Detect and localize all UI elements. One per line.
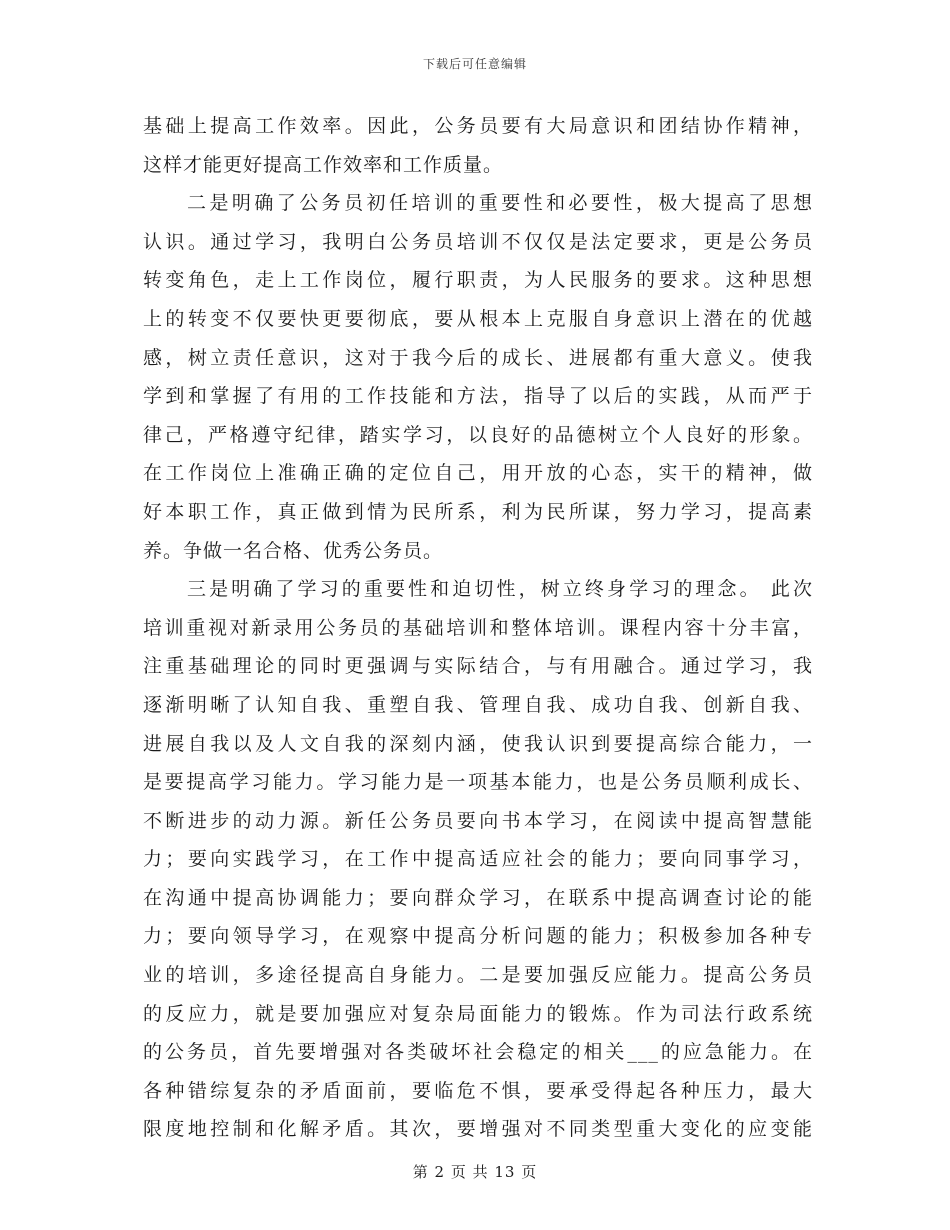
- text-line: 是要提高学习能力。学习能力是一项基本能力，也是公务员顺利成长、: [143, 771, 813, 794]
- text-line: 二是明确了公务员初任培训的重要性和必要性，极大提高了思想: [187, 192, 813, 215]
- text-line: 力；要向实践学习，在工作中提高适应社会的能力；要向同事学习，: [143, 848, 813, 871]
- text-line: 学到和掌握了有用的工作技能和方法，指导了以后的实践，从而严于: [143, 385, 813, 408]
- text-line: 不断进步的动力源。新任公务员要向书本学习，在阅读中提高智慧能: [143, 809, 813, 832]
- text-line: 力；要向领导学习，在观察中提高分析问题的能力；积极参加各种专: [143, 925, 813, 948]
- page-header: 下载后可任意编辑: [422, 57, 527, 71]
- text-line: 律己，严格遵守纪律，踏实学习，以良好的品德树立个人良好的形象。: [143, 423, 813, 446]
- text-line: 逐渐明晰了认知自我、重塑自我、管理自我、成功自我、创新自我、: [143, 693, 813, 716]
- text-line: 进展自我以及人文自我的深刻内涵，使我认识到要提高综合能力，一: [143, 732, 813, 755]
- text-line: 限度地控制和化解矛盾。其次，要增强对不同类型重大变化的应变能: [143, 1118, 813, 1141]
- text-line: 各种错综复杂的矛盾面前，要临危不惧，要承受得起各种压力，最大: [143, 1079, 813, 1102]
- text-line: 业的培训，多途径提高自身能力。二是要加强反应能力。提高公务员: [143, 964, 813, 987]
- text-line: 的公务员，首先要增强对各类破坏社会稳定的相关___的应急能力。在: [143, 1041, 813, 1064]
- page-number: 第 2 页 共 13 页: [412, 1163, 538, 1181]
- text-line: 转变角色，走上工作岗位，履行职责，为人民服务的要求。这种思想: [143, 269, 813, 292]
- document-body: [143, 107, 813, 1149]
- text-line: 认识。通过学习，我明白公务员培训不仅仅是法定要求，更是公务员: [143, 230, 813, 253]
- text-line: 感，树立责任意识，这对于我今后的成长、进展都有重大意义。使我: [143, 346, 813, 369]
- text-line: 养。争做一名合格、优秀公务员。: [143, 539, 444, 562]
- text-line: 注重基础理论的同时更强调与实际结合，与有用融合。通过学习，我: [143, 655, 813, 678]
- text-line: 三是明确了学习的重要性和迫切性，树立终身学习的理念。 此次: [187, 578, 813, 601]
- text-line: 好本职工作，真正做到情为民所系，利为民所谋，努力学习，提高素: [143, 500, 813, 523]
- text-line: 基础上提高工作效率。因此，公务员要有大局意识和团结协作精神，: [143, 115, 813, 137]
- text-line: 在工作岗位上准确正确的定位自己，用开放的心态，实干的精神，做: [143, 462, 813, 485]
- text-line: 这样才能更好提高工作效率和工作质量。: [143, 153, 504, 176]
- text-line: 培训重视对新录用公务员的基础培训和整体培训。课程内容十分丰富，: [143, 616, 813, 639]
- text-line: 上的转变不仅要快更要彻底，要从根本上克服自身意识上潜在的优越: [143, 307, 813, 330]
- text-line: 的反应力，就是要加强应对复杂局面能力的锻炼。作为司法行政系统: [143, 1002, 813, 1025]
- text-line: 在沟通中提高协调能力；要向群众学习，在联系中提高调查讨论的能: [143, 886, 813, 909]
